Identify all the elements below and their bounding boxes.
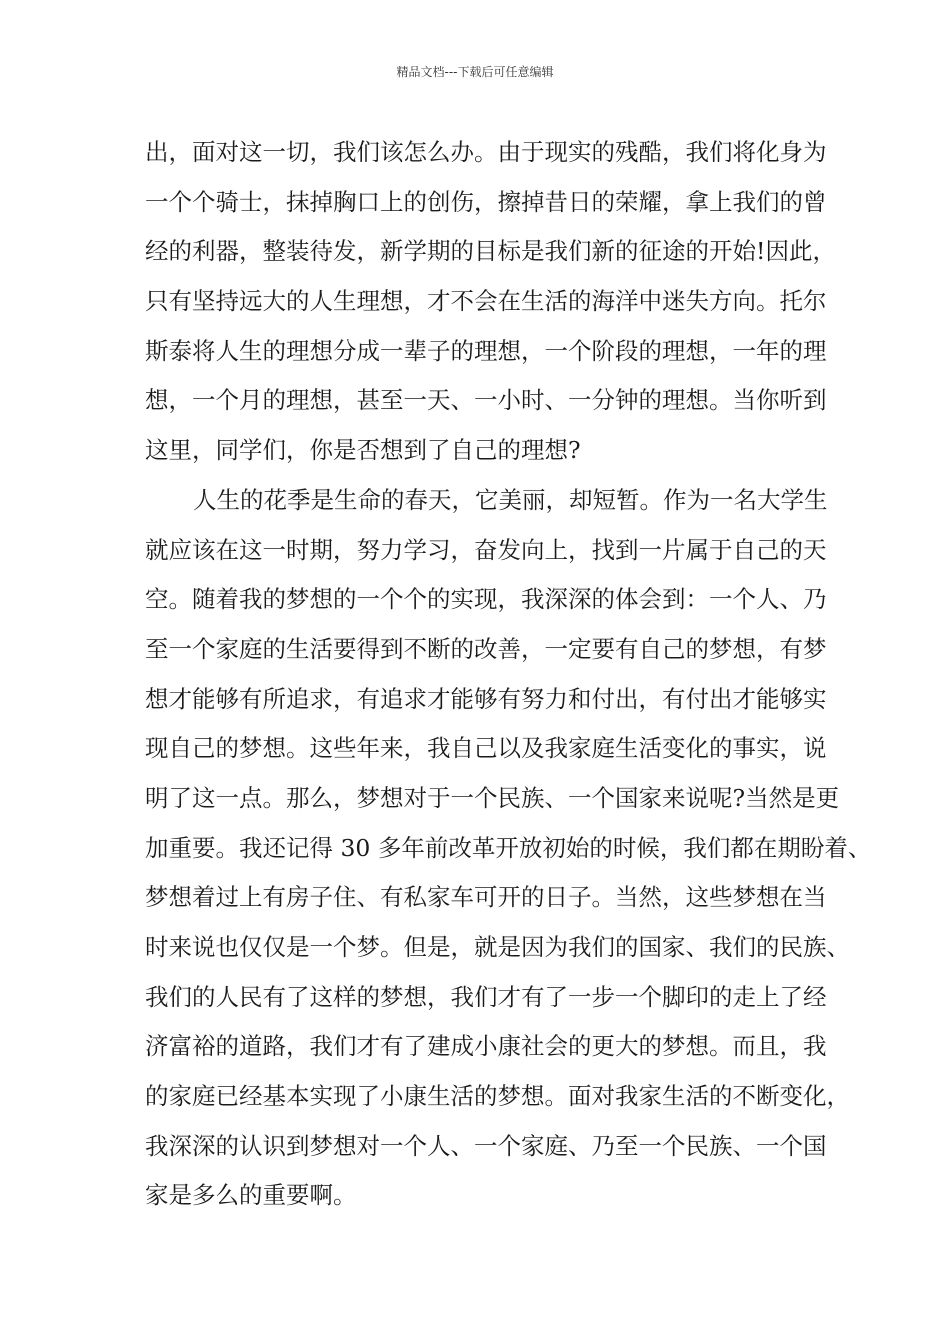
text-line: 人生的花季是生命的春天，它美丽，却短暂。作为一名大学生 <box>193 485 828 514</box>
text-line: 一个个骑士，抹掉胸口上的创伤，擦掉昔日的荣耀，拿上我们的曾 <box>145 187 827 216</box>
text-line: 就应该在这一时期，努力学习，奋发向上，找到一片属于自己的天 <box>145 535 827 564</box>
text-line: 济富裕的道路，我们才有了建成小康社会的更大的梦想。而且，我 <box>145 1032 827 1061</box>
text-line: 想，一个月的理想，甚至一天、一小时、一分钟的理想。当你听到 <box>145 386 827 415</box>
text-line: 家是多么的重要啊。 <box>145 1181 357 1210</box>
text-line: 梦想着过上有房子住、有私家车可开的日子。当然，这些梦想在当 <box>145 883 827 912</box>
text-line: 空。随着我的梦想的一个个的实现，我深深的体会到：一个人、乃 <box>145 585 827 614</box>
text-line: 这里，同学们，你是否想到了自己的理想? <box>145 436 581 465</box>
text-line: 我们的人民有了这样的梦想，我们才有了一步一个脚印的走上了经 <box>145 982 827 1011</box>
text-line: 明了这一点。那么，梦想对于一个民族、一个国家来说呢?当然是更 <box>145 783 840 812</box>
paragraph-1 <box>145 128 836 476</box>
text-line: 加重要。我还记得 30 多年前改革开放初始的时候，我们都在期盼着、 <box>145 833 872 862</box>
text-line: 出，面对这一切，我们该怎么办。由于现实的残酷，我们将化身为 <box>145 138 827 166</box>
text-line: 想才能够有所追求，有追求才能够有努力和付出，有付出才能够实 <box>145 684 827 713</box>
text-line: 现自己的梦想。这些年来，我自己以及我家庭生活变化的事实，说 <box>145 734 827 763</box>
text-line: 至一个家庭的生活要得到不断的改善，一定要有自己的梦想，有梦 <box>145 634 827 663</box>
text-line: 经的利器，整装待发，新学期的目标是我们新的征途的开始!因此， <box>145 237 836 266</box>
text-line: 斯泰将人生的理想分成一辈子的理想，一个阶段的理想，一年的理 <box>145 336 827 365</box>
text-line: 我深深的认识到梦想对一个人、一个家庭、乃至一个民族、一个国 <box>145 1131 827 1160</box>
text-line: 的家庭已经基本实现了小康生活的梦想。面对我家生活的不断变化， <box>145 1082 850 1111</box>
text-line: 时来说也仅仅是一个梦。但是，就是因为我们的国家、我们的民族、 <box>145 933 850 961</box>
document-body <box>145 128 872 1221</box>
page-header: 精品文档---下载后可任意编辑 <box>396 65 554 79</box>
paragraph-2 <box>145 476 872 1221</box>
text-line: 只有坚持远大的人生理想，才不会在生活的海洋中迷失方向。托尔 <box>145 287 827 316</box>
